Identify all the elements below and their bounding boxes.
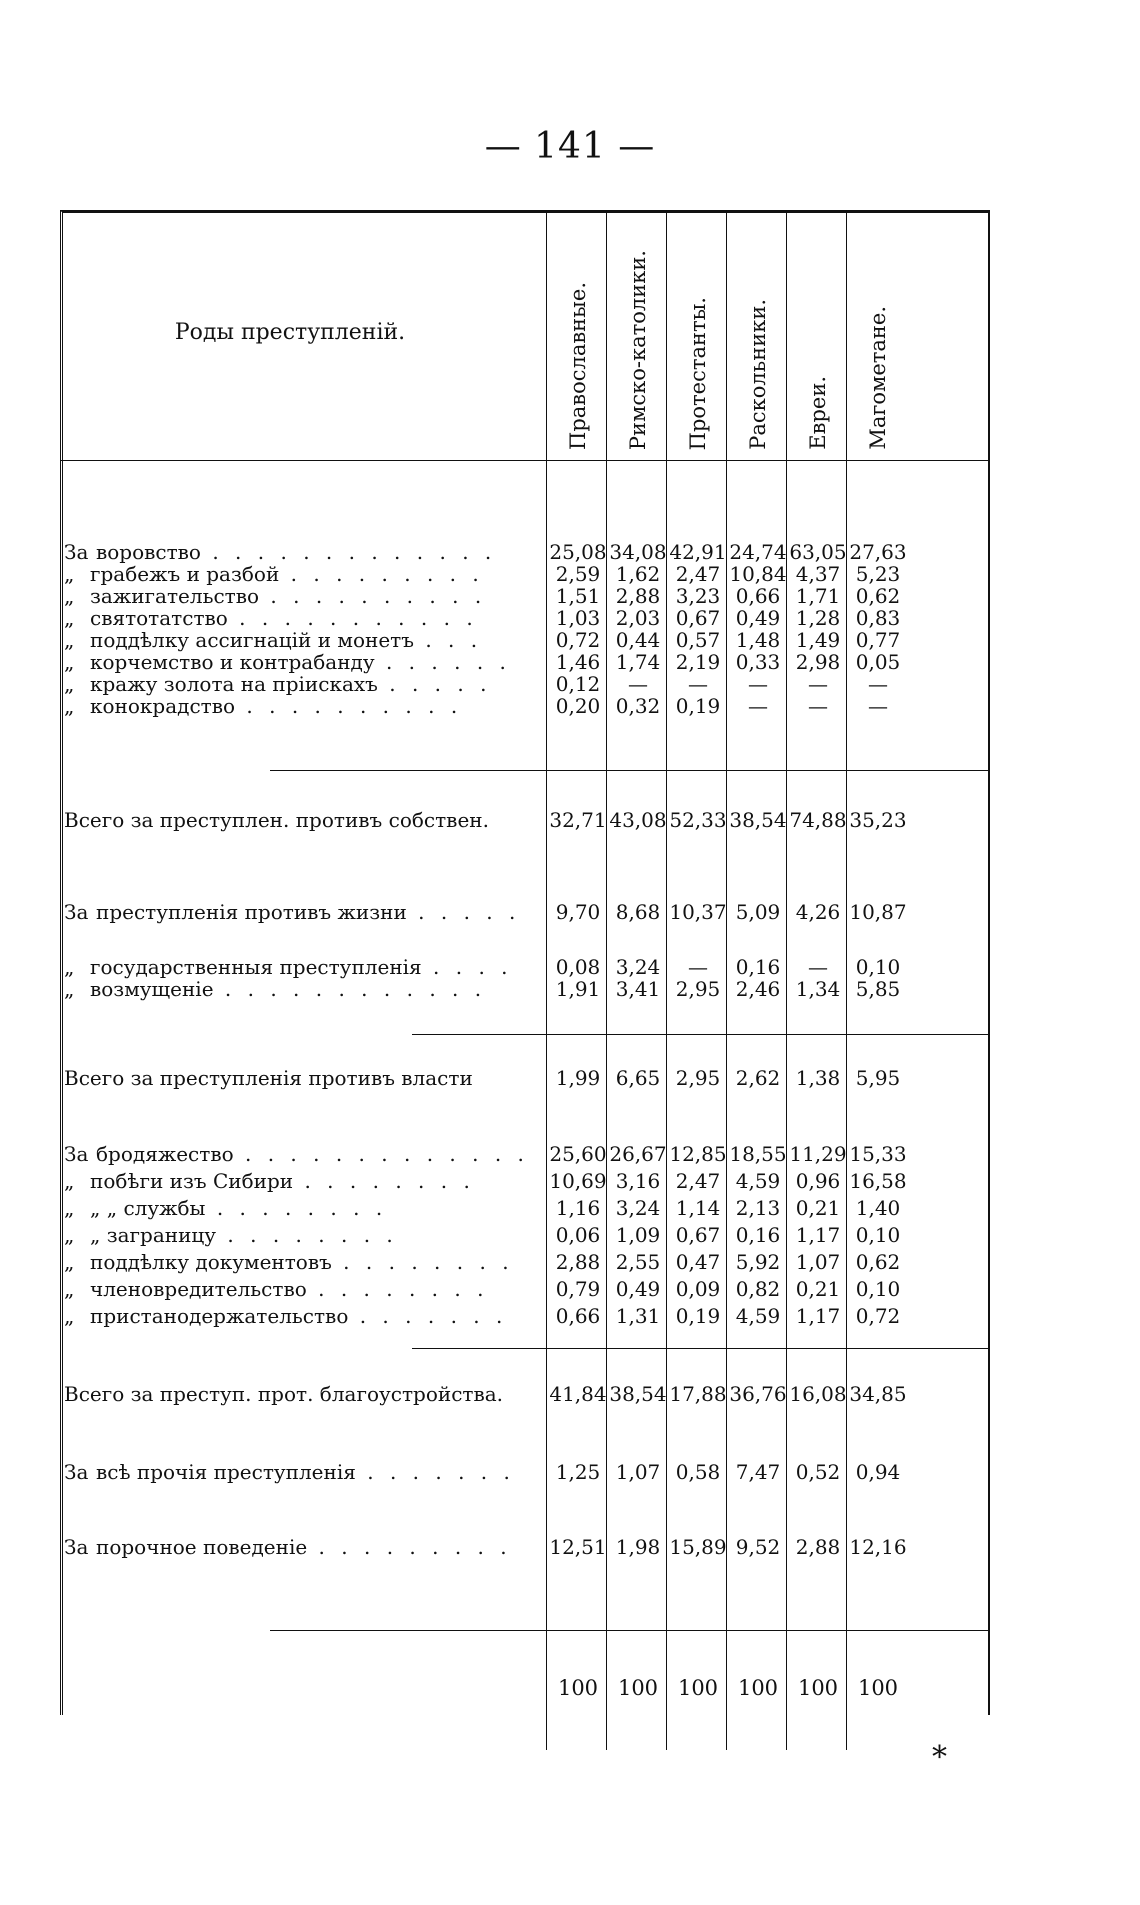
row-prefix: „: [64, 955, 75, 979]
row-label-text: порочное поведеніе: [96, 1535, 308, 1559]
row-label: [64, 606, 539, 630]
table-row: [64, 1169, 984, 1195]
value-cell: 1,31: [615, 1304, 661, 1328]
leader-dots: . . . . . . . .: [331, 1250, 514, 1274]
value-cell: 34,85: [849, 1382, 907, 1406]
row-prefix: За: [64, 1142, 89, 1166]
table-row: [64, 1535, 984, 1561]
row-label-text: воровство: [96, 540, 201, 564]
value-cell: 1,98: [615, 1535, 661, 1559]
value-cell: 0,58: [675, 1460, 721, 1484]
value-cell: 2,47: [675, 1169, 721, 1193]
value-cell: —: [868, 672, 888, 696]
row-prefix: За: [64, 1535, 89, 1559]
row-prefix: „: [64, 672, 75, 696]
row-label: [64, 672, 539, 696]
value-cell: 1,16: [555, 1196, 601, 1220]
value-cell: 6,65: [615, 1066, 661, 1090]
value-cell: 12,85: [669, 1142, 727, 1166]
section-rule: [270, 1630, 990, 1631]
value-cell: 2,59: [555, 562, 601, 586]
value-cell: 0,83: [855, 606, 901, 630]
row-label: [64, 1535, 539, 1559]
value-cell: —: [808, 694, 828, 718]
section-rule: [412, 1034, 990, 1035]
value-cell: 0,94: [855, 1460, 901, 1484]
value-cell: 0,09: [675, 1277, 721, 1301]
leader-dots: . . . . . . . . . . . . .: [200, 540, 497, 564]
value-cell: 3,24: [615, 1196, 661, 1220]
table-row: [64, 694, 984, 720]
row-label: [64, 1304, 539, 1328]
value-cell: 43,08: [609, 808, 667, 832]
row-label-text: грабежъ и разбой: [90, 562, 280, 586]
row-prefix: „: [64, 1250, 75, 1274]
value-cell: 2,46: [735, 977, 781, 1001]
value-cell: 0,10: [855, 1277, 901, 1301]
value-cell: 2,98: [795, 650, 841, 674]
value-cell: 1,07: [615, 1460, 661, 1484]
value-cell: 0,77: [855, 628, 901, 652]
row-label-text: государственныя преступленія: [90, 955, 422, 979]
row-label-text: зажигательство: [90, 584, 260, 608]
table-row: [64, 1304, 984, 1330]
row-label-text: пристанодержательство: [90, 1304, 349, 1328]
leader-dots: . . . . . . . . .: [307, 1535, 512, 1559]
row-prefix: „: [64, 694, 75, 718]
row-label-text: Всего за преступлен. противъ собствен.: [64, 808, 489, 832]
table-row: [64, 900, 984, 926]
value-cell: 1,03: [555, 606, 601, 630]
leader-dots: . . . . . . . . . .: [235, 694, 463, 718]
value-cell: 5,85: [855, 977, 901, 1001]
leader-dots: . . . . . . . .: [205, 1196, 388, 1220]
value-cell: 42,91: [669, 540, 727, 564]
value-cell: 0,57: [675, 628, 721, 652]
value-cell: 1,17: [795, 1223, 841, 1247]
value-cell: 1,25: [555, 1460, 601, 1484]
value-cell: 52,33: [669, 808, 727, 832]
value-cell: 11,29: [789, 1142, 847, 1166]
value-cell: 24,74: [729, 540, 787, 564]
value-cell: 1,28: [795, 606, 841, 630]
value-cell: 0,96: [795, 1169, 841, 1193]
column-header-label: Римско-католики.: [626, 249, 650, 450]
row-label: [64, 584, 539, 608]
value-cell: 5,09: [735, 900, 781, 924]
column-header-label: Магометане.: [866, 306, 890, 450]
row-label: [64, 1196, 539, 1220]
value-cell: 2,62: [735, 1066, 781, 1090]
row-label-text: бродяжество: [96, 1142, 234, 1166]
value-cell: 8,68: [615, 900, 661, 924]
row-prefix: За: [64, 900, 89, 924]
row-label: [64, 562, 539, 586]
table-row: [64, 1142, 984, 1168]
value-cell: 15,89: [669, 1535, 727, 1559]
value-cell: —: [808, 955, 828, 979]
value-cell: 0,82: [735, 1277, 781, 1301]
row-prefix: „: [64, 650, 75, 674]
grand-total-cell: 100: [797, 1676, 839, 1700]
value-cell: 5,92: [735, 1250, 781, 1274]
row-prefix: „: [64, 584, 75, 608]
value-cell: 0,21: [795, 1277, 841, 1301]
value-cell: 1,38: [795, 1066, 841, 1090]
value-cell: 2,95: [675, 977, 721, 1001]
leader-dots: . . . . . . . .: [306, 1277, 489, 1301]
value-cell: 1,40: [855, 1196, 901, 1220]
value-cell: 0,06: [555, 1223, 601, 1247]
value-cell: 4,59: [735, 1169, 781, 1193]
leader-dots: . . . . . . . . .: [279, 562, 484, 586]
column-header: [548, 230, 608, 450]
value-cell: 0,72: [855, 1304, 901, 1328]
value-cell: 0,62: [855, 584, 901, 608]
table-row: [64, 1196, 984, 1222]
value-cell: 41,84: [549, 1382, 607, 1406]
row-label: [64, 628, 539, 652]
value-cell: —: [808, 672, 828, 696]
value-cell: 63,05: [789, 540, 847, 564]
value-cell: 38,54: [729, 808, 787, 832]
value-cell: 1,62: [615, 562, 661, 586]
row-prefix: „: [64, 1304, 75, 1328]
value-cell: 17,88: [669, 1382, 727, 1406]
value-cell: 1,34: [795, 977, 841, 1001]
value-cell: 7,47: [735, 1460, 781, 1484]
leader-dots: . . .: [413, 628, 483, 652]
value-cell: 1,46: [555, 650, 601, 674]
row-label: [64, 955, 539, 979]
row-label-text: конокрадство: [90, 694, 236, 718]
row-prefix: „: [64, 606, 75, 630]
table-row: [64, 1223, 984, 1249]
value-cell: 1,49: [795, 628, 841, 652]
row-prefix: За: [64, 1460, 89, 1484]
value-cell: —: [748, 672, 768, 696]
value-cell: 1,91: [555, 977, 601, 1001]
value-cell: 12,51: [549, 1535, 607, 1559]
value-cell: 27,63: [849, 540, 907, 564]
value-cell: 0,10: [855, 1223, 901, 1247]
value-cell: 0,66: [735, 584, 781, 608]
leader-dots: . . . . . . . .: [293, 1169, 475, 1193]
value-cell: 0,19: [675, 694, 721, 718]
leader-dots: . . . .: [421, 955, 513, 979]
value-cell: 1,74: [615, 650, 661, 674]
row-label: [64, 1460, 539, 1484]
row-prefix: „: [64, 1196, 75, 1220]
leader-dots: . . . . .: [377, 672, 492, 696]
value-cell: 2,88: [615, 584, 661, 608]
row-label: [64, 1142, 539, 1166]
value-cell: 0,19: [675, 1304, 721, 1328]
section-rule: [270, 770, 990, 771]
value-cell: 0,66: [555, 1304, 601, 1328]
value-cell: 2,03: [615, 606, 661, 630]
value-cell: 2,47: [675, 562, 721, 586]
column-header-label: Евреи.: [806, 376, 830, 450]
row-label: [64, 1277, 539, 1301]
value-cell: 0,05: [855, 650, 901, 674]
section-rule: [412, 1348, 990, 1349]
row-label: [64, 900, 539, 924]
grand-total-cell: 100: [557, 1676, 599, 1700]
grand-total-cell: 100: [677, 1676, 719, 1700]
value-cell: 38,54: [609, 1382, 667, 1406]
leader-dots: . . . . . . . . . . . .: [213, 977, 487, 1001]
column-header: [728, 230, 788, 450]
column-header: [608, 230, 668, 450]
row-label-text: преступленія противъ жизни: [96, 900, 407, 924]
value-cell: 0,44: [615, 628, 661, 652]
row-label: [64, 1169, 539, 1193]
value-cell: 0,67: [675, 606, 721, 630]
value-cell: 2,55: [615, 1250, 661, 1274]
value-cell: 2,88: [555, 1250, 601, 1274]
grand-total-cell: 100: [617, 1676, 659, 1700]
row-label-text: всѣ прочія преступленія: [96, 1460, 356, 1484]
row-label: [64, 1250, 539, 1274]
value-cell: 9,70: [555, 900, 601, 924]
row-prefix: За: [64, 540, 89, 564]
row-label-text: „ заграницу: [90, 1223, 217, 1247]
row-prefix: „: [64, 1277, 75, 1301]
table-title: Роды преступленій.: [174, 320, 406, 345]
value-cell: 18,55: [729, 1142, 787, 1166]
row-label-text: побѣги изъ Сибири: [90, 1169, 294, 1193]
row-label: [64, 977, 539, 1001]
value-cell: 26,67: [609, 1142, 667, 1166]
footnote-mark: *: [932, 1740, 947, 1775]
row-prefix: „: [64, 1169, 75, 1193]
column-header-label: Раскольники.: [746, 299, 770, 450]
value-cell: 15,33: [849, 1142, 907, 1166]
row-label-text: поддѣлку документовъ: [90, 1250, 332, 1274]
leader-dots: . . . . . . . . . .: [259, 584, 487, 608]
header-rule: [60, 460, 990, 461]
value-cell: 0,62: [855, 1250, 901, 1274]
value-cell: 0,08: [555, 955, 601, 979]
leader-dots: . . . . . . .: [348, 1304, 508, 1328]
leader-dots: . . . . . . .: [355, 1460, 515, 1484]
value-cell: 4,37: [795, 562, 841, 586]
table-row: [64, 1250, 984, 1276]
value-cell: 34,08: [609, 540, 667, 564]
value-cell: 1,48: [735, 628, 781, 652]
value-cell: 0,52: [795, 1460, 841, 1484]
value-cell: 0,16: [735, 955, 781, 979]
column-header-label: Протестанты.: [686, 296, 710, 450]
row-label-text: поддѣлку ассигнацій и монетъ: [90, 628, 414, 652]
value-cell: 25,08: [549, 540, 607, 564]
row-prefix: „: [64, 562, 75, 586]
value-cell: 1,09: [615, 1223, 661, 1247]
value-cell: 1,51: [555, 584, 601, 608]
row-label: [64, 540, 539, 564]
value-cell: 0,67: [675, 1223, 721, 1247]
grand-total-cell: 100: [737, 1676, 779, 1700]
leader-dots: . . . . . . . .: [216, 1223, 398, 1247]
value-cell: 10,69: [549, 1169, 607, 1193]
value-cell: 0,47: [675, 1250, 721, 1274]
row-prefix: „: [64, 1223, 75, 1247]
page-number: — 141 —: [484, 126, 656, 167]
value-cell: 3,41: [615, 977, 661, 1001]
row-label-text: Всего за преступ. прот. благоустройства.: [64, 1382, 504, 1406]
value-cell: 0,49: [615, 1277, 661, 1301]
value-cell: 5,95: [855, 1066, 901, 1090]
row-label: [64, 650, 539, 674]
value-cell: 0,12: [555, 672, 601, 696]
value-cell: 0,10: [855, 955, 901, 979]
value-cell: 0,21: [795, 1196, 841, 1220]
subtotal-row: [64, 1066, 984, 1092]
table-row: [64, 1277, 984, 1303]
row-label: [64, 1066, 539, 1090]
value-cell: —: [868, 694, 888, 718]
value-cell: 0,20: [555, 694, 601, 718]
column-header-label: Православные.: [566, 282, 590, 450]
value-cell: 2,88: [795, 1535, 841, 1559]
row-prefix: „: [64, 977, 75, 1001]
row-label-text: святотатство: [90, 606, 228, 630]
row-label-text: Всего за преступленія противъ власти: [64, 1066, 473, 1090]
row-label-text: кражу золота на пріискахъ: [90, 672, 378, 696]
column-header: [848, 230, 908, 450]
subtotal-row: [64, 808, 984, 834]
value-cell: 0,32: [615, 694, 661, 718]
value-cell: 1,14: [675, 1196, 721, 1220]
leader-dots: . . . . . .: [374, 650, 511, 674]
column-header: [788, 230, 848, 450]
subtotal-row: [64, 1382, 984, 1408]
row-label: [64, 1382, 539, 1406]
value-cell: 2,13: [735, 1196, 781, 1220]
value-cell: 2,95: [675, 1066, 721, 1090]
value-cell: 74,88: [789, 808, 847, 832]
leader-dots: . . . . .: [406, 900, 521, 924]
value-cell: 0,79: [555, 1277, 601, 1301]
value-cell: 1,07: [795, 1250, 841, 1274]
value-cell: 1,71: [795, 584, 841, 608]
value-cell: 36,76: [729, 1382, 787, 1406]
value-cell: 12,16: [849, 1535, 907, 1559]
value-cell: 25,60: [549, 1142, 607, 1166]
row-label: [64, 1223, 539, 1247]
column-header: [668, 230, 728, 450]
leader-dots: . . . . . . . . . . . . .: [233, 1142, 529, 1166]
value-cell: 3,23: [675, 584, 721, 608]
value-cell: 10,87: [849, 900, 907, 924]
value-cell: 0,16: [735, 1223, 781, 1247]
value-cell: 1,99: [555, 1066, 601, 1090]
value-cell: 3,24: [615, 955, 661, 979]
value-cell: —: [748, 694, 768, 718]
value-cell: 32,71: [549, 808, 607, 832]
value-cell: 10,37: [669, 900, 727, 924]
table-row: [64, 977, 984, 1003]
row-label: [64, 808, 539, 832]
value-cell: —: [688, 672, 708, 696]
row-label-text: возмущеніе: [90, 977, 214, 1001]
leader-dots: . . . . . . . . . . .: [227, 606, 478, 630]
row-prefix: „: [64, 628, 75, 652]
value-cell: 16,58: [849, 1169, 907, 1193]
value-cell: 16,08: [789, 1382, 847, 1406]
row-label-text: членовредительство: [90, 1277, 307, 1301]
table-row: [64, 1460, 984, 1486]
value-cell: 5,23: [855, 562, 901, 586]
value-cell: 4,26: [795, 900, 841, 924]
value-cell: 0,72: [555, 628, 601, 652]
value-cell: 2,19: [675, 650, 721, 674]
value-cell: 35,23: [849, 808, 907, 832]
value-cell: 10,84: [729, 562, 787, 586]
value-cell: 0,33: [735, 650, 781, 674]
value-cell: 0,49: [735, 606, 781, 630]
value-cell: 3,16: [615, 1169, 661, 1193]
row-label-text: корчемство и контрабанду: [90, 650, 375, 674]
row-label-text: „ „ службы: [90, 1196, 206, 1220]
row-label: [64, 694, 539, 718]
value-cell: 1,17: [795, 1304, 841, 1328]
grand-total-cell: 100: [857, 1676, 899, 1700]
value-cell: 9,52: [735, 1535, 781, 1559]
value-cell: —: [628, 672, 648, 696]
value-cell: —: [688, 955, 708, 979]
value-cell: 4,59: [735, 1304, 781, 1328]
